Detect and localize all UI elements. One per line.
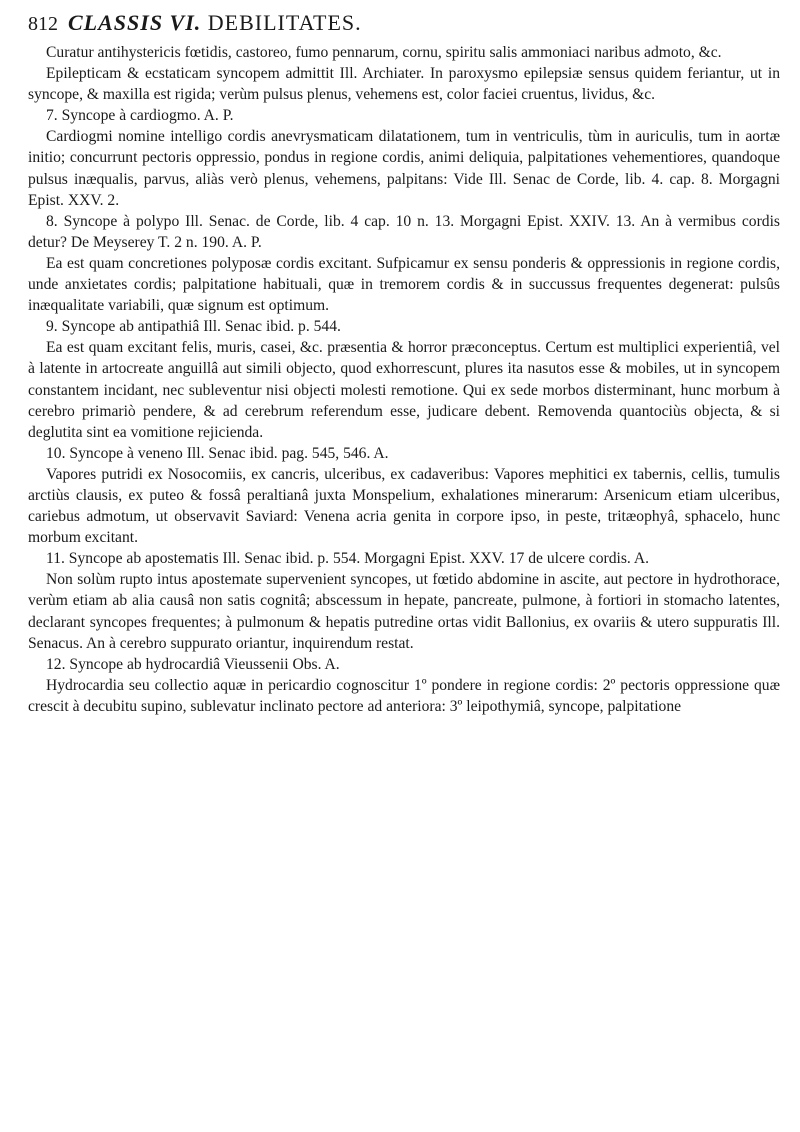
section-heading-polypo: 8. Syncope à polypo Ill. Senac. de Corde, lib. 4 cap. 10 n. 13. Morgagni Epist. XXIV. 13. An à vermibus cordis detur? De Meyserey T. 2 n. 190. A. P.: [28, 212, 780, 251]
section-heading-cardiogmo: 7. Syncope à cardiogmo. A. P.: [46, 107, 234, 125]
running-title-debilitates: DEBILITATES.: [207, 10, 362, 35]
body-text: [28, 42, 780, 717]
paragraph-concretiones: Ea est quam concretiones polyposæ cordis excitant. Sufpicamur ex sensu ponderis & oppressionis in regione cordis, unde anxietates cordis; palpitatione habituali, quæ in tremorem cordis & in succussus frequentes degenerat: pulsûs inæqualitate variabili, quæ signum est optimum.: [28, 254, 780, 315]
paragraph-vapores: Vapores putridi ex Nosocomiis, ex cancris, ulceribus, ex cadaveribus: Vapores mephitici ex tabernis, cellis, tumulis arctiùs clausis, ex puteo & fossâ peraltianâ juxta Monspelium, exhalationes minerarum: Arsenicum etiam ulceribus, cariebus admotum, ut observavit Saviard: Venena acria genita in corpore ipso, in peste, tritæophyâ, sphacelo, hunc morbum excitant.: [28, 465, 780, 547]
running-title: [68, 10, 780, 36]
section-heading-hydrocardia: 12. Syncope ab hydrocardiâ Vieussenii Obs. A.: [46, 655, 340, 673]
book-page: [28, 10, 780, 1125]
section-heading-apostematis: 11. Syncope ab apostematis Ill. Senac ibid. p. 554. Morgagni Epist. XXV. 17 de ulcere cordis. A.: [46, 550, 650, 568]
paragraph-apostemate: Non solùm rupto intus apostemate supervenient syncopes, ut fœtido abdomine in ascite, aut pectore in hydrothorace, verùm etiam ab alia causâ non satis cognitâ; abscessum in hepate, pancreate, pulmone, à fortiori in stomacho latentes, declarant syncopes frequentes; à pulmonum & hepatis putredine ortas vidit Ballonius, ex ovariis & utero suppuratis Ill. Senacus. An à cerebro suppurato oriantur, inquirendum restat.: [28, 571, 780, 652]
paragraph-antipathia: Ea est quam excitant felis, muris, casei, &c. præsentia & horror præconceptus. Certum est multiplici experientiâ, vel à latente in artocreate anguillâ aut simili objecto, quod exhorrescunt, plures ita nasutos esse & mobiles, ut in syncopem constantem incidant, nec subleventur nisi objecti molesti remotione. Qui ex sede morbos disterminant, hunc morbum à cerebro primariò pendere, & ad cerebrum referendum esse, judicare debent. Removenda quantociùs objecta, & si deglutita sint ea vomitione rejicienda.: [28, 339, 780, 441]
paragraph-epilepticam: Epilepticam & ecstaticam syncopem admittit Ill. Archiater. In paroxysmo epilepsiæ sensus quidem feriantur, ut in syncope, & maxilla est rigida; verùm pulsus plenus, vehemens est, color faciei cruentus, lividus, &c.: [28, 65, 780, 104]
section-heading-veneno: 10. Syncope à veneno Ill. Senac ibid. pag. 545, 546. A.: [46, 444, 389, 462]
page-number: 812: [28, 13, 58, 35]
section-heading-antipathia: 9. Syncope ab antipathiâ Ill. Senac ibid. p. 544.: [46, 318, 341, 336]
running-title-classis: CLASSIS VI.: [68, 10, 202, 35]
paragraph-curatur: Curatur antihystericis fœtidis, castoreo, fumo pennarum, cornu, spiritu salis ammoniaci naribus admoto, &c.: [46, 44, 722, 61]
paragraph-hydrocardia: Hydrocardia seu collectio aquæ in pericardio cognoscitur 1º pondere in regione cordis: 2º pectoris oppressione quæ crescit à decubitu supino, sublevatur inclinato pectore ad anteriora: 3º leipothymiâ, syncope, palpitatione: [28, 676, 780, 715]
paragraph-cardiogmi: Cardiogmi nomine intelligo cordis anevrysmaticam dilatationem, tum in ventriculis, tùm in auriculis, tum in aortæ initio; concurrunt pectoris oppressio, pondus in regione cordis, animi deliquia, palpitationes vehementiores, quandoque pulsus inæqualis, parvus, aliàs verò plenus, vehemens, palpitans: Vide Ill. Senac de Corde, lib. 4. cap. 8. Morgagni Epist. XXV. 2.: [28, 128, 780, 209]
running-head: [28, 10, 780, 40]
